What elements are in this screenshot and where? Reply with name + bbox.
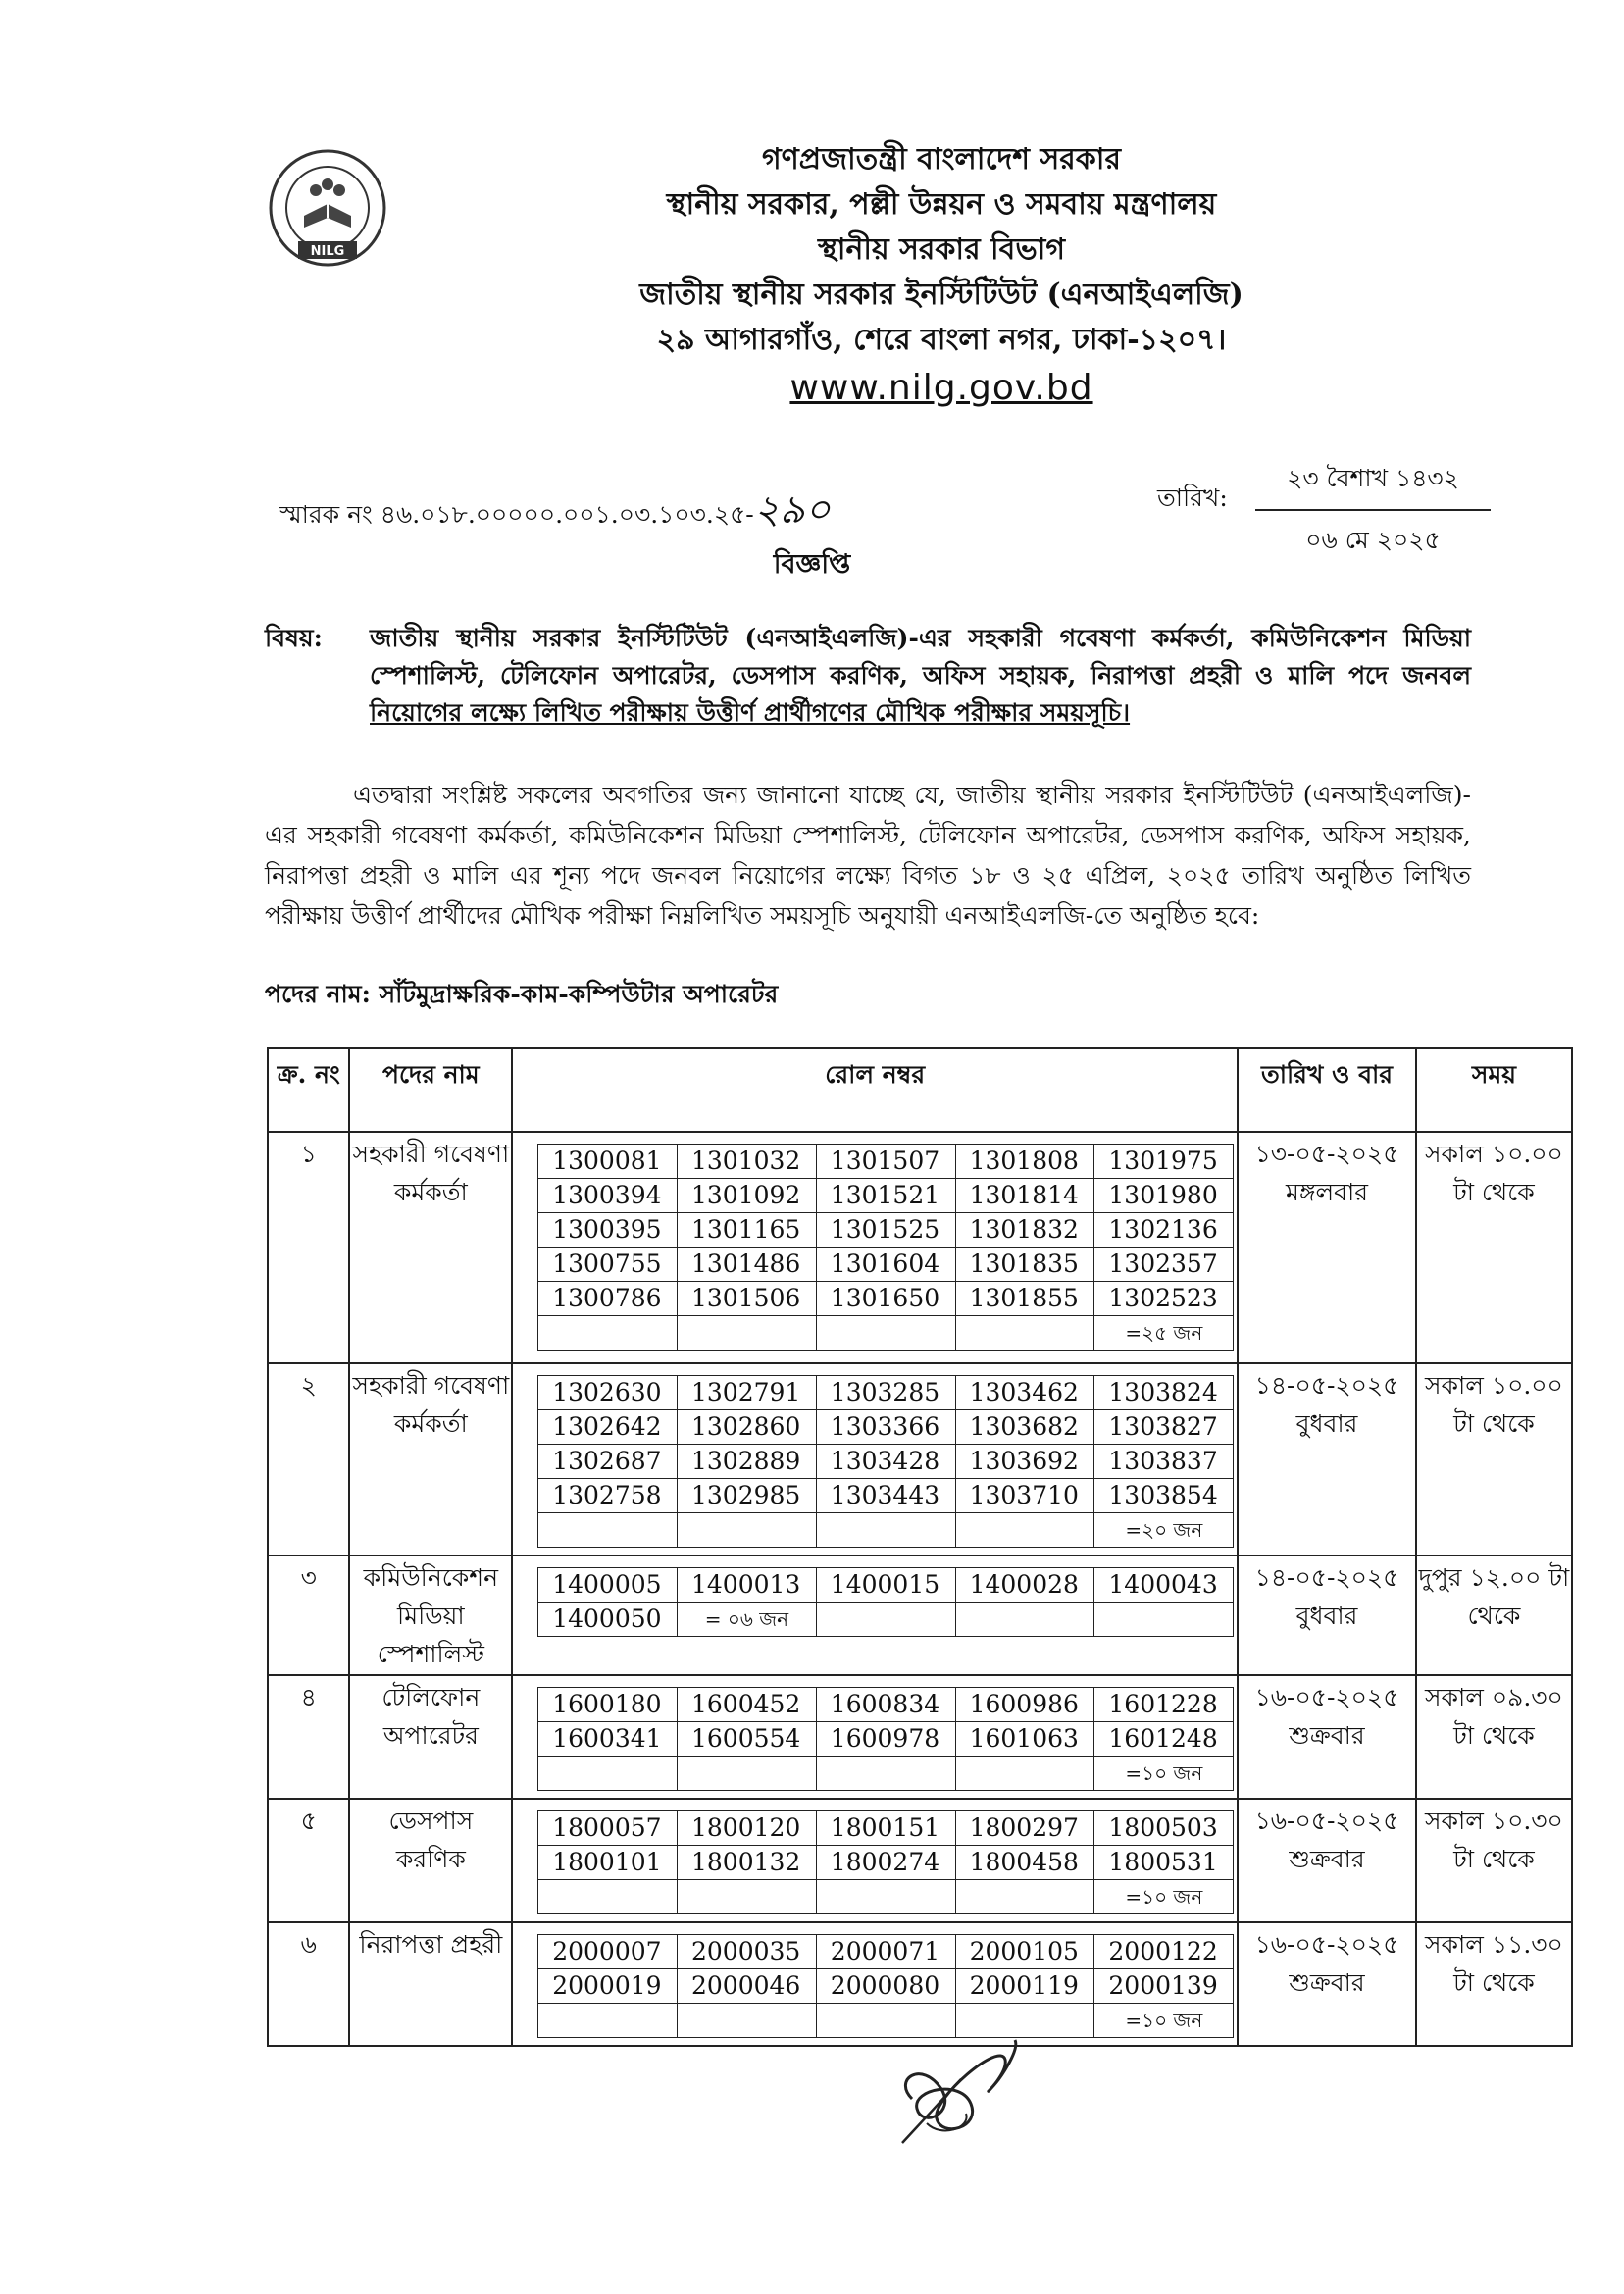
interview-date: ১৬-০৫-২০২৫ — [1254, 1807, 1399, 1835]
roll-empty — [678, 2004, 817, 2038]
roll-empty — [955, 1603, 1094, 1637]
table-row — [268, 1132, 1572, 1363]
post-cell: ডেসপাস করণিক — [349, 1799, 512, 1922]
roll-number: 1301832 — [955, 1213, 1094, 1248]
roll-number: 1303827 — [1094, 1410, 1234, 1445]
date-label: তারিখ: — [1157, 484, 1228, 512]
roll-empty — [955, 1513, 1094, 1548]
subject-text-1: জাতীয় স্থানীয় সরকার ইনস্টিটিউট (এনআইএলজি)-এর সহকারী গবেষণা কর্মকর্তা, কমিউনিকেশন মিডিয়া স্পেশালিস্ট, টেলিফোন অপারেটর, ডেসপাস করণিক, অফিস সহায়ক, নিরাপত্তা প্রহরী ও মালি পদে জনবল — [370, 624, 1471, 689]
interview-date: ১৩-০৫-২০২৫ — [1254, 1140, 1399, 1168]
roll-number: 1601228 — [1094, 1688, 1234, 1722]
roll-number: 1301092 — [678, 1179, 817, 1213]
post-cell: কমিউনিকেশন মিডিয়া স্পেশালিস্ট — [349, 1555, 512, 1675]
roll-number: 1301506 — [678, 1282, 817, 1316]
roll-number: 2000035 — [678, 1935, 817, 1969]
roll-number: 1301855 — [955, 1282, 1094, 1316]
header-line-4: জাতীয় স্থানীয় সরকার ইনস্টিটিউট (এনআইএলজি) — [639, 278, 1243, 312]
roll-number: 1400050 — [538, 1603, 678, 1637]
roll-number: 1302357 — [1094, 1248, 1234, 1282]
roll-number: 1302136 — [1094, 1213, 1234, 1248]
post-heading: পদের নাম: সাঁটমুদ্রাক্ষরিক-কাম-কম্পিউটার অপারেটর — [265, 980, 779, 1008]
roll-number: 1302860 — [678, 1410, 817, 1445]
roll-number: 1800151 — [816, 1811, 955, 1846]
roll-number: 1400005 — [538, 1568, 678, 1603]
roll-number: 1600986 — [955, 1688, 1094, 1722]
roll-number: 1300081 — [538, 1145, 678, 1179]
candidate-count: = ০৬ জন — [678, 1603, 817, 1637]
roll-number: 1300786 — [538, 1282, 678, 1316]
interview-date: ১৬-০৫-২০২৫ — [1254, 1930, 1399, 1959]
post-cell: টেলিফোন অপারেটর — [349, 1675, 512, 1799]
roll-number: 1302642 — [538, 1410, 678, 1445]
roll-cell — [512, 1799, 1238, 1922]
roll-number: 1400028 — [955, 1568, 1094, 1603]
table-header-row — [268, 1048, 1572, 1132]
date-cell — [1238, 1799, 1416, 1922]
roll-empty — [1094, 1603, 1234, 1637]
roll-number: 1301650 — [816, 1282, 955, 1316]
roll-number: 1303428 — [816, 1445, 955, 1479]
roll-number: 1601063 — [955, 1722, 1094, 1757]
roll-number: 1800057 — [538, 1811, 678, 1846]
table-row — [268, 1799, 1572, 1922]
roll-empty — [816, 1880, 955, 1914]
roll-number: 1301604 — [816, 1248, 955, 1282]
serial-cell: ২ — [268, 1363, 349, 1555]
header-line-5: ২৯ আগারগাঁও, শেরে বাংলা নগর, ঢাকা-১২০৭। — [656, 323, 1227, 357]
roll-number: 1303692 — [955, 1445, 1094, 1479]
roll-grid — [537, 1810, 1234, 1914]
date-cell — [1238, 1363, 1416, 1555]
roll-number: 1301507 — [816, 1145, 955, 1179]
interview-date: ১৬-০৫-২০২৫ — [1254, 1683, 1399, 1711]
candidate-count: =১০ জন — [1094, 1757, 1234, 1791]
col-header-roll: রোল নম্বর — [512, 1048, 1238, 1132]
col-header-time: সময় — [1416, 1048, 1572, 1132]
table-row — [268, 1363, 1572, 1555]
candidate-count: =২৫ জন — [1094, 1316, 1234, 1351]
interview-day: মঙ্গলবার — [1286, 1178, 1369, 1206]
roll-number: 1301835 — [955, 1248, 1094, 1282]
roll-cell — [512, 1363, 1238, 1555]
roll-cell — [512, 1132, 1238, 1363]
col-header-date: তারিখ ও বার — [1238, 1048, 1416, 1132]
memo-number — [279, 479, 831, 544]
post-cell: সহকারী গবেষণা কর্মকর্তা — [349, 1132, 512, 1363]
serial-cell: ৫ — [268, 1799, 349, 1922]
roll-empty — [678, 1880, 817, 1914]
roll-number: 2000105 — [955, 1935, 1094, 1969]
serial-cell: ৩ — [268, 1555, 349, 1675]
roll-number: 1302523 — [1094, 1282, 1234, 1316]
time-cell: সকাল ১০.০০ টা থেকে — [1416, 1132, 1572, 1363]
roll-empty — [678, 1316, 817, 1351]
post-cell: সহকারী গবেষণা কর্মকর্তা — [349, 1363, 512, 1555]
interview-day: বুধবার — [1295, 1409, 1358, 1438]
roll-empty — [955, 1757, 1094, 1791]
roll-number: 1300394 — [538, 1179, 678, 1213]
roll-number: 1303682 — [955, 1410, 1094, 1445]
interview-day: শুক্রবার — [1289, 1721, 1365, 1750]
roll-number: 2000119 — [955, 1969, 1094, 2004]
candidate-count: =১০ জন — [1094, 2004, 1234, 2038]
nilg-seal-logo — [265, 147, 390, 273]
roll-empty — [538, 1316, 678, 1351]
date-cell — [1238, 1555, 1416, 1675]
roll-number: 2000046 — [678, 1969, 817, 2004]
memo-handwritten-number: ২৯০ — [753, 487, 831, 533]
col-header-post: পদের নাম — [349, 1048, 512, 1132]
post-cell: নিরাপত্তা প্রহরী — [349, 1922, 512, 2046]
interview-day: বুধবার — [1295, 1602, 1358, 1630]
interview-day: শুক্রবার — [1289, 1968, 1365, 1997]
roll-grid — [537, 1687, 1234, 1791]
subject-text-2: নিয়োগের লক্ষ্যে লিখিত পরীক্ষায় উত্তীর্ণ প্রার্থীগণের মৌখিক পরীক্ষার সময়সূচি। — [370, 698, 1131, 727]
roll-empty — [538, 1880, 678, 1914]
date-english: ০৬ মে ২০২৫ — [1305, 526, 1441, 554]
roll-number: 1303854 — [1094, 1479, 1234, 1513]
roll-number: 1300395 — [538, 1213, 678, 1248]
candidate-count: =১০ জন — [1094, 1880, 1234, 1914]
header-line-3: স্থানীয় সরকার বিভাগ — [817, 232, 1066, 267]
roll-number: 1303710 — [955, 1479, 1094, 1513]
roll-number: 1301808 — [955, 1145, 1094, 1179]
notice-title: বিজ্ঞপ্তি — [773, 549, 851, 580]
roll-empty — [816, 1603, 955, 1637]
roll-number: 1303837 — [1094, 1445, 1234, 1479]
roll-empty — [538, 1757, 678, 1791]
roll-empty — [955, 1316, 1094, 1351]
date-cell — [1238, 1922, 1416, 2046]
roll-number: 1301980 — [1094, 1179, 1234, 1213]
roll-grid — [537, 1144, 1234, 1351]
svg-text:NILG: NILG — [310, 244, 345, 259]
interview-day: শুক্রবার — [1289, 1845, 1365, 1873]
table-row — [268, 1555, 1572, 1675]
subject-block — [265, 620, 1471, 732]
roll-number: 1800531 — [1094, 1846, 1234, 1880]
roll-grid — [537, 1375, 1234, 1548]
roll-number: 1600978 — [816, 1722, 955, 1757]
roll-number: 1600341 — [538, 1722, 678, 1757]
roll-grid — [537, 1567, 1234, 1637]
roll-number: 1303824 — [1094, 1376, 1234, 1410]
header-line-1: গণপ্রজাতন্ত্রী বাংলাদেশ সরকার — [762, 142, 1121, 177]
website-link[interactable]: www.nilg.gov.bd — [789, 368, 1093, 408]
subject-label: বিষয়: — [265, 624, 323, 652]
roll-number: 1800274 — [816, 1846, 955, 1880]
roll-number: 1400043 — [1094, 1568, 1234, 1603]
serial-cell: ৪ — [268, 1675, 349, 1799]
roll-number: 1302791 — [678, 1376, 817, 1410]
roll-number: 2000080 — [816, 1969, 955, 2004]
roll-number: 2000071 — [816, 1935, 955, 1969]
time-cell: সকাল ১০.০০ টা থেকে — [1416, 1363, 1572, 1555]
roll-number: 1800503 — [1094, 1811, 1234, 1846]
roll-number: 2000122 — [1094, 1935, 1234, 1969]
roll-number: 1302889 — [678, 1445, 817, 1479]
roll-number: 1601248 — [1094, 1722, 1234, 1757]
time-cell: সকাল ০৯.৩০ টা থেকে — [1416, 1675, 1572, 1799]
roll-number: 2000019 — [538, 1969, 678, 2004]
roll-cell — [512, 1922, 1238, 2046]
roll-empty — [538, 2004, 678, 2038]
roll-number: 1303366 — [816, 1410, 955, 1445]
roll-number: 1400013 — [678, 1568, 817, 1603]
interview-date: ১৪-০৫-২০২৫ — [1254, 1563, 1399, 1592]
roll-number: 1302630 — [538, 1376, 678, 1410]
roll-number: 2000139 — [1094, 1969, 1234, 2004]
roll-number: 1301521 — [816, 1179, 955, 1213]
roll-number: 1600834 — [816, 1688, 955, 1722]
date-cell — [1238, 1132, 1416, 1363]
serial-cell: ৬ — [268, 1922, 349, 2046]
serial-cell: ১ — [268, 1132, 349, 1363]
col-header-serial: ক্র. নং — [268, 1048, 349, 1132]
roll-number: 1302985 — [678, 1479, 817, 1513]
roll-number: 1302758 — [538, 1479, 678, 1513]
roll-cell — [512, 1555, 1238, 1675]
roll-empty — [678, 1757, 817, 1791]
roll-number: 1300755 — [538, 1248, 678, 1282]
roll-number: 1303285 — [816, 1376, 955, 1410]
roll-empty — [816, 1513, 955, 1548]
roll-empty — [816, 1757, 955, 1791]
roll-number: 1600554 — [678, 1722, 817, 1757]
roll-number: 1800132 — [678, 1846, 817, 1880]
roll-number: 1301486 — [678, 1248, 817, 1282]
schedule-table — [267, 1047, 1573, 2047]
roll-empty — [538, 1513, 678, 1548]
roll-number: 2000007 — [538, 1935, 678, 1969]
roll-number: 1800297 — [955, 1811, 1094, 1846]
candidate-count: =২০ জন — [1094, 1513, 1234, 1548]
roll-number: 1400015 — [816, 1568, 955, 1603]
header-line-2: স্থানীয় সরকার, পল্লী উন্নয়ন ও সমবায় মন্ত্রণালয় — [666, 187, 1217, 222]
roll-number: 1303443 — [816, 1479, 955, 1513]
roll-number: 1303462 — [955, 1376, 1094, 1410]
signature — [883, 2020, 1059, 2167]
roll-number: 1301814 — [955, 1179, 1094, 1213]
time-cell: দুপুর ১২.০০ টা থেকে — [1416, 1555, 1572, 1675]
roll-number: 1800120 — [678, 1811, 817, 1846]
roll-number: 1800458 — [955, 1846, 1094, 1880]
roll-cell — [512, 1675, 1238, 1799]
notice-body: এতদ্বারা সংশ্লিষ্ট সকলের অবগতির জন্য জানানো যাচ্ছে যে, জাতীয় স্থানীয় সরকার ইনস্টিটিউট (এনআইএলজি)-এর সহকারী গবেষণা কর্মকর্তা, কমিউনিকেশন মিডিয়া স্পেশালিস্ট, টেলিফোন অপারেটর, ডেসপাস করণিক, অফিস সহায়ক, নিরাপত্তা প্রহরী ও মালি এর শূন্য পদে জনবল নিয়োগের লক্ষ্যে বিগত ১৮ ও ২৫ এপ্রিল, ২০২৫ তারিখ অনুষ্ঠিত লিখিত পরীক্ষায় উত্তীর্ণ প্রার্থীদের মৌখিক পরীক্ষা নিম্নলিখিত সময়সূচি অনুযায়ী এনআইএলজি-তে অনুষ্ঠিত হবে: — [265, 781, 1472, 930]
date-cell — [1238, 1675, 1416, 1799]
roll-number: 1600452 — [678, 1688, 817, 1722]
memo-label: স্মারক নং ৪৬.০১৮.০০০০০.০০১.০৩.১০৩.২৫- — [279, 500, 754, 529]
interview-date: ১৪-০৫-২০২৫ — [1254, 1371, 1399, 1400]
roll-number: 1302687 — [538, 1445, 678, 1479]
roll-empty — [955, 1880, 1094, 1914]
roll-number: 1301165 — [678, 1213, 817, 1248]
time-cell: সকাল ১১.৩০ টা থেকে — [1416, 1922, 1572, 2046]
roll-empty — [678, 1513, 817, 1548]
roll-number: 1800101 — [538, 1846, 678, 1880]
roll-number: 1301525 — [816, 1213, 955, 1248]
letterhead — [412, 137, 1471, 414]
roll-number: 1600180 — [538, 1688, 678, 1722]
roll-empty — [816, 1316, 955, 1351]
date-bangla: ২৩ বৈশাখ ১৪৩২ — [1255, 459, 1491, 511]
time-cell: সকাল ১০.৩০ টা থেকে — [1416, 1799, 1572, 1922]
table-row — [268, 1675, 1572, 1799]
roll-number: 1301975 — [1094, 1145, 1234, 1179]
roll-number: 1301032 — [678, 1145, 817, 1179]
